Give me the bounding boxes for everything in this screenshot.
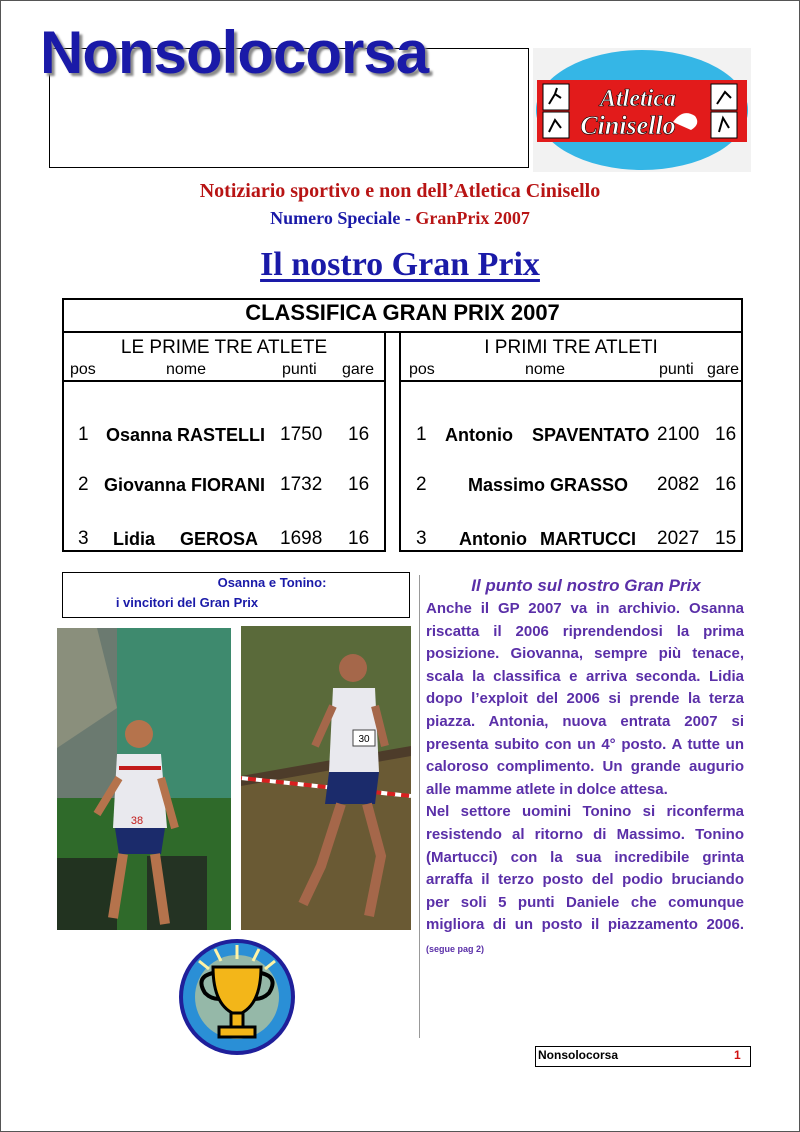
athlete-name	[104, 475, 265, 496]
ranking-races: 16	[715, 474, 737, 495]
article-body	[426, 598, 744, 961]
issue-topic: GranPrix 2007	[415, 208, 530, 228]
column-header-nome: nome	[525, 361, 566, 378]
ranking-points: 1698	[280, 528, 323, 549]
article-paragraph	[426, 801, 744, 960]
masthead-title: Nonsolocorsa	[40, 19, 429, 86]
ranking-races: 16	[348, 424, 370, 445]
ranking-pos: 3	[416, 528, 427, 549]
women-ranking-header: LE PRIME TRE ATLETE	[120, 337, 328, 358]
athlete-name	[106, 425, 265, 446]
ranking-races: 16	[715, 424, 737, 445]
athlete-last-name: GEROSA	[180, 529, 259, 549]
ranking-pos: 1	[78, 424, 89, 445]
issue-subtitle	[0, 208, 800, 229]
men-ranking-panel	[399, 333, 743, 552]
column-header-punti: punti	[282, 361, 317, 378]
runner-left-bib: 38	[130, 815, 144, 827]
column-header-gare: gare	[342, 361, 375, 378]
athlete-last-name: RASTELLI	[177, 425, 266, 445]
club-logo	[533, 48, 751, 172]
athlete-last-name: GRASSO	[550, 475, 629, 495]
athlete-first-name: Giovanna	[104, 475, 187, 495]
photo-osanna	[57, 628, 231, 930]
ranking-points: 1732	[280, 474, 323, 495]
ranking-races: 16	[348, 528, 370, 549]
divider	[401, 380, 741, 382]
athlete-last-name: FIORANI	[191, 475, 266, 495]
athlete-first-name: Lidia	[113, 529, 156, 549]
athlete-first-name: Antonio	[445, 425, 513, 445]
column-divider	[419, 575, 420, 1038]
column-header-pos: pos	[409, 361, 435, 378]
men-ranking-header: I PRIMI TRE ATLETI	[484, 337, 658, 358]
ranking-points: 2082	[657, 474, 700, 495]
page-number: 1	[734, 1048, 741, 1062]
runner-right-bib: 30	[358, 734, 370, 745]
logo-line2: Cinisello	[580, 111, 676, 140]
article-paragraph-text: Nel settore uomini Tonino si riconferma resistendo al ritorno di Massimo. Tonino (Martucci) con la sua incredibile grinta arraffa il terzo posto del podio bruciando per soli 5 punti Daniele che comunque migliora di un posto il piazzamento 2006.	[426, 803, 744, 934]
photo-caption-line2: i vincitori del Gran Prix	[115, 595, 259, 610]
ranking-pos: 3	[78, 528, 89, 549]
women-ranking-panel	[62, 333, 386, 552]
column-header-gare: gare	[707, 361, 740, 378]
athlete-first-name: Antonio	[459, 529, 527, 549]
page-heading-text: Il nostro Gran Prix	[260, 246, 540, 283]
divider	[64, 380, 384, 382]
logo-line1: Atletica	[600, 86, 676, 112]
photo-caption-line1: Osanna e Tonino:	[217, 575, 327, 590]
page-heading	[0, 246, 800, 284]
ranking-pos: 2	[78, 474, 89, 495]
classifica-title: CLASSIFICA GRAN PRIX 2007	[245, 300, 560, 325]
column-header-punti: punti	[659, 361, 694, 378]
ranking-pos: 1	[416, 424, 427, 445]
continued-note: (segue pag 2)	[426, 943, 485, 954]
article-paragraph: Anche il GP 2007 va in archivio. Osanna riscatta il 2006 riprendendosi la prima posizione. Giovanna, sempre più tenace, scala la classifica e arriva seconda. Lidia dopo l’exploit del 2006 si prende la terza piazza. Antonia, nuova entrata 2007 si presenta subito con un 4° posto. A tutte un caloroso complimento. Un grande augurio alle mamme atlete in dolce attesa.	[426, 600, 744, 798]
ranking-races: 15	[715, 528, 737, 549]
column-header-pos: pos	[70, 361, 96, 378]
column-header-nome: nome	[166, 361, 207, 378]
trophy-icon	[175, 937, 299, 1057]
footer-publication-name: Nonsolocorsa	[538, 1048, 619, 1062]
issue-label: Numero Speciale -	[270, 208, 411, 228]
ranking-points: 1750	[280, 424, 323, 445]
ranking-points: 2100	[657, 424, 700, 445]
ranking-races: 16	[348, 474, 370, 495]
ranking-pos: 2	[416, 474, 427, 495]
athlete-name	[468, 475, 628, 496]
newsletter-subtitle: Notiziario sportivo e non dell’Atletica Cinisello	[199, 180, 601, 202]
athlete-last-name: SPAVENTATO	[532, 425, 650, 445]
athlete-first-name: Massimo	[468, 475, 546, 495]
ranking-points: 2027	[657, 528, 700, 549]
article-title: Il punto sul nostro Gran Prix	[471, 576, 701, 595]
photo-tonino	[241, 626, 411, 930]
athlete-last-name: MARTUCCI	[540, 529, 636, 549]
athlete-first-name: Osanna	[106, 425, 173, 445]
